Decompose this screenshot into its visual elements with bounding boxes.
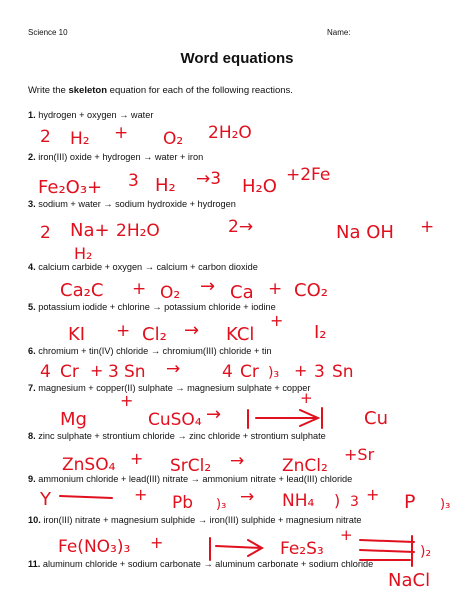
hw-a3-coeff: 2	[40, 223, 51, 243]
question-text: iron(III) oxide + hydrogen → water + iron	[38, 152, 204, 162]
hw-a7-plus2: +	[300, 389, 313, 407]
hw-a9-strike	[60, 496, 112, 498]
hw-a9-paren2: )	[334, 491, 341, 510]
hw-a8-plus: +	[130, 449, 144, 468]
hw-a6-sn2: Sn	[332, 362, 354, 382]
hw-a2-h2o: H₂O	[242, 176, 277, 197]
question-text: zinc sulphate + strontium chloride → zinc chloride + strontium sulphate	[38, 431, 326, 441]
hw-a8-znso4: ZnSO₄	[62, 455, 116, 475]
hw-a8-arrow: →	[230, 451, 245, 471]
hw-a10-fe2s3: Fe₂S₃	[280, 539, 324, 559]
question-text: potassium iodide + chlorine → potassium chloride + iodine	[38, 302, 276, 312]
question-text: chromium + tin(IV) chloride → chromium(III) chloride + tin	[38, 346, 272, 356]
hw-a1-water: 2H₂O	[208, 123, 252, 143]
hw-a6-coeff4: 3	[314, 362, 325, 382]
hw-a10-struck-mark2	[360, 536, 414, 566]
hw-a6-cr2: Cr	[240, 362, 259, 382]
hw-a3-arrow: 2→	[228, 217, 254, 237]
question-number: 4.	[28, 262, 36, 272]
hw-a8-srcl2: SrCl₂	[170, 456, 212, 476]
hw-a3-h2o: 2H₂O	[116, 221, 160, 241]
hw-a1-o2: O₂	[163, 129, 184, 149]
question-number: 2.	[28, 152, 36, 162]
hw-a2-fe2o3: Fe₂O₃+	[38, 177, 103, 198]
hw-a10-plus2: +	[340, 526, 353, 544]
hw-a7-cu: Cu	[364, 408, 388, 429]
hw-a5-plus2: +	[270, 311, 284, 330]
hw-a6-plus: +	[90, 361, 104, 380]
hw-a9-three: 3	[350, 494, 359, 510]
hw-a6-cr: Cr	[60, 362, 79, 382]
hw-a1-plus: +	[114, 123, 129, 143]
hw-a10-feno3: Fe(NO₃)₃	[58, 537, 131, 557]
hw-a7-struck-mark	[248, 408, 322, 428]
hw-a1-coeff: 2	[40, 127, 51, 147]
hw-a10-paren: )₂	[420, 544, 432, 560]
hw-a2-fe: +2Fe	[286, 165, 331, 185]
question-number: 6.	[28, 346, 36, 356]
instructions-text-end: equation for each of the following reactions.	[107, 85, 293, 96]
hw-a1-h2: H₂	[70, 129, 90, 149]
hw-a3-na: Na+	[70, 220, 110, 241]
question-text: aluminum chloride + sodium carbonate → aluminum carbonate + sodium chloride	[42, 559, 374, 569]
hw-a2-coeff: 3	[128, 171, 139, 191]
instructions-text-start: Write the	[28, 85, 69, 96]
question-text: hydrogen + oxygen → water	[38, 110, 154, 120]
question-number: 10.	[28, 515, 41, 525]
question-number: 11.	[28, 559, 41, 569]
hw-a3-naoh: Na OH	[336, 222, 394, 243]
hw-a7-arrow: →	[206, 404, 222, 425]
name-label: Name:	[327, 28, 351, 37]
hw-a5-arrow: →	[184, 320, 200, 341]
hw-a5-plus: +	[116, 321, 131, 341]
question-text: sodium + water → sodium hydroxide + hydrogen	[38, 199, 236, 209]
hw-a6-coeff2: 3	[108, 362, 119, 382]
hw-a4-plus: +	[132, 279, 147, 299]
question-text: calcium carbide + oxygen → calcium + carbon dioxide	[38, 262, 258, 272]
question-number: 5.	[28, 302, 36, 312]
hw-a9-arrow: →	[240, 487, 255, 507]
hw-a9-nh4: NH₄	[282, 491, 315, 511]
hw-a10-plus: +	[150, 533, 164, 552]
hw-a4-plus2: +	[268, 279, 283, 299]
hw-a4-co2: CO₂	[294, 280, 328, 301]
hw-a10-struck-mark	[210, 538, 262, 560]
hw-a4-ca: Ca	[230, 282, 254, 303]
hw-a8-sr: +Sr	[344, 445, 375, 464]
hw-a9-p: P	[404, 491, 416, 513]
hw-a5-kcl: KCl	[226, 324, 255, 345]
hw-a5-cl2: Cl₂	[142, 324, 167, 345]
hw-a9-paren3: )₃	[440, 497, 451, 512]
hw-a2-arrow: →3	[196, 169, 222, 189]
hw-a5-ki: KI	[68, 324, 86, 345]
hw-a6-paren: )₃	[268, 365, 280, 381]
hw-a9-plus: +	[134, 485, 148, 504]
hw-a2-h2: H₂	[155, 175, 176, 196]
hw-a6-coeff3: 4	[222, 362, 233, 382]
question-text: magnesium + copper(II) sulphate → magnesium sulphate + copper	[38, 383, 311, 393]
question-number: 9.	[28, 474, 36, 484]
question-number: 7.	[28, 383, 36, 393]
hw-a4-o2: O₂	[160, 283, 181, 303]
hw-a7-plus: +	[120, 391, 134, 410]
hw-a4-arrow: →	[200, 276, 216, 297]
hw-a6-sn: Sn	[124, 362, 146, 382]
hw-a3-h2: H₂	[74, 244, 93, 263]
hw-a6-plus2: +	[294, 361, 308, 380]
course-label: Science 10	[28, 28, 68, 37]
hw-a3-plus: +	[420, 217, 435, 237]
hw-a9-paren: )₃	[216, 497, 227, 512]
page-title: Word equations	[180, 50, 294, 67]
hw-a7-cuso4: CuSO₄	[148, 410, 202, 430]
question-number: 1.	[28, 110, 36, 120]
question-text: iron(III) nitrate + magnesium sulphide → iron(III) sulphide + magnesium nitrate	[43, 515, 362, 525]
question-number: 3.	[28, 199, 36, 209]
hw-a6-arrow: →	[166, 359, 181, 379]
hw-a5-i2: I₂	[314, 322, 327, 343]
question-number: 8.	[28, 431, 36, 441]
hw-a6-coeff: 4	[40, 362, 51, 382]
hw-a11-nacl: NaCl	[388, 570, 431, 591]
hw-a9-plus2: +	[366, 485, 380, 504]
hw-a9-y: Y	[40, 489, 51, 510]
hw-a9-pb: Pb	[172, 493, 194, 513]
hw-a4-ca2c: Ca₂C	[60, 280, 104, 301]
instructions-bold: skeleton	[68, 85, 108, 96]
question-text: ammonium chloride + lead(III) nitrate → ammonium nitrate + lead(III) chloride	[38, 474, 353, 484]
hw-a8-zncl2: ZnCl₂	[282, 456, 328, 476]
hw-a7-mg: Mg	[60, 409, 87, 430]
